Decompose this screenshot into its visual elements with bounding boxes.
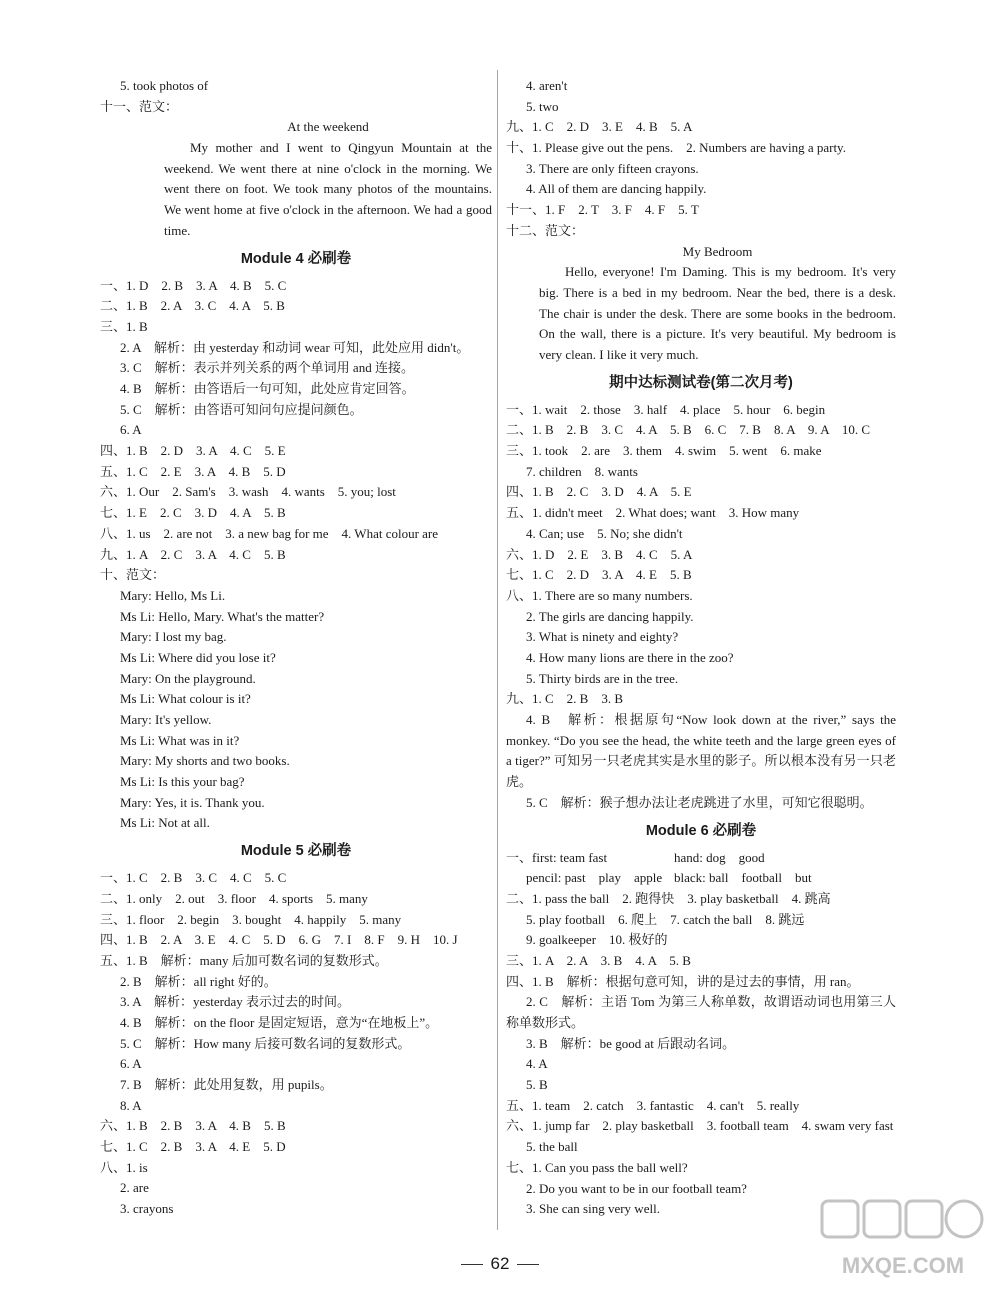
answer-line: 3. crayons	[120, 1201, 174, 1217]
answer-line: 5. the ball	[526, 1139, 578, 1155]
answer-line: 十一、1. F 2. T 3. F 4. F 5. T	[506, 202, 699, 218]
section-label: 十、范文：	[100, 567, 166, 583]
answer-line: 3. A 解析：yesterday 表示过去的时间。	[120, 994, 351, 1010]
answer-line: 七、1. E 2. C 3. D 4. A 5. B	[100, 505, 286, 521]
section-heading: Module 6 必刷卷	[645, 822, 757, 839]
word-group: hand: dog good	[674, 849, 765, 865]
word-sort-row	[506, 848, 896, 869]
answer-line: 五、1. B 解析：many 后加可数名词的复数形式。	[100, 952, 388, 968]
answer-explanation: 4. B 解析：根据原句“Now look down at the river,” says the monkey. “Do you see the head, the white teeth and the large green eyes of a tiger?” 可知另一只老虎其实是水里的影子。所以根本没有另一只老虎。	[506, 712, 896, 790]
word-group: black: ball football but	[674, 870, 812, 886]
dialogue-line: Ms Li: Not at all.	[120, 815, 210, 831]
left-column	[100, 76, 492, 1220]
word-group: 一、first: team fast	[506, 849, 608, 865]
section-heading: Module 4 必刷卷	[240, 250, 352, 267]
dialogue-line: Mary: My shorts and two books.	[120, 753, 290, 769]
dialogue-line: Ms Li: Is this your bag?	[120, 774, 245, 790]
section-label: 十一、范文：	[100, 98, 179, 114]
answer-line: 五、1. didn't meet 2. What does; want 3. How many	[506, 505, 800, 521]
dialogue-line: Ms Li: Where did you lose it?	[120, 649, 276, 665]
dialogue-line: Mary: I lost my bag.	[120, 629, 227, 645]
answer-line: 3. There are only fifteen crayons.	[526, 160, 699, 176]
dialogue-line: Mary: Hello, Ms Li.	[120, 587, 226, 603]
watermark-logo	[818, 1195, 988, 1285]
answer-line: 6. A	[120, 1056, 142, 1072]
page-number-dash	[461, 1264, 483, 1265]
dialogue-line: Mary: Yes, it is. Thank you.	[120, 794, 265, 810]
answer-line: 九、1. C 2. D 3. E 4. B 5. A	[506, 119, 693, 135]
answer-line: 2. B 解析：all right 好的。	[120, 973, 277, 989]
essay-body: My mother and I went to Qingyun Mountain at the weekend. We went there at nine o'clock in the morning. We went there on foot. We took many photos of the mountains. We went home at five o'clock in the afternoon. We had a good time.	[164, 140, 492, 238]
answer-line: 八、1. is	[100, 1159, 148, 1175]
answer-line: 二、1. pass the ball 2. 跑得快 3. play basketball 4. 跳高	[506, 890, 831, 906]
section-label: 十二、范文：	[506, 222, 585, 238]
answer-line: 七、1. C 2. D 3. A 4. E 5. B	[506, 567, 692, 583]
section-heading: Module 5 必刷卷	[240, 843, 352, 860]
answer-line: 3. B 解析：be good at 后跟动名词。	[526, 1035, 736, 1051]
answer-line: 四、1. B 2. C 3. D 4. A 5. E	[506, 484, 692, 500]
answer-line: 4. B 解析：on the floor 是固定短语，意为“在地板上”。	[120, 1014, 439, 1030]
answer-line: 5. C 解析：猴子想办法让老虎跳进了水里，可知它很聪明。	[526, 794, 873, 810]
answer-line: 7. children 8. wants	[526, 463, 638, 479]
answer-line: 4. Can; use 5. No; she didn't	[526, 525, 683, 541]
answer-line: 九、1. C 2. B 3. B	[506, 691, 624, 707]
answer-line: 二、1. B 2. B 3. C 4. A 5. B 6. C 7. B 8. A 9. A 10. C	[506, 422, 871, 438]
answer-line: 3. C 解析：表示并列关系的两个单词用 and 连接。	[120, 360, 414, 376]
answer-line: 六、1. jump far 2. play basketball 3. football team 4. swam very fast	[506, 1118, 894, 1134]
answer-line: 三、1. floor 2. begin 3. bought 4. happily 5. many	[100, 911, 402, 927]
answer-line: 一、1. D 2. B 3. A 4. B 5. C	[100, 277, 287, 293]
answer-line: 2. are	[120, 1180, 149, 1196]
answer-line: 八、1. us 2. are not 3. a new bag for me 4. What colour are	[100, 525, 439, 541]
answer-line: 四、1. B 2. A 3. E 4. C 5. D 6. G 7. I 8. F 9. H 10. J	[100, 932, 458, 948]
answer-explanation: 2. C 解析：主语 Tom 为第三人称单数，故谓语动词也用第三人称单数形式。	[506, 994, 896, 1031]
answer-line: 六、1. Our 2. Sam's 3. wash 4. wants 5. you; lost	[100, 484, 396, 500]
answer-line: 3. What is ninety and eighty?	[526, 629, 679, 645]
word-sort-row	[506, 868, 896, 889]
answer-line: 五、1. team 2. catch 3. fantastic 4. can't 5. really	[506, 1097, 800, 1113]
answer-line: 4. A	[526, 1056, 548, 1072]
page-number-text: 62	[490, 1254, 510, 1273]
essay-title: My Bedroom	[682, 243, 753, 259]
answer-line: 2. A 解析：由 yesterday 和动词 wear 可知，此处应用 didn't。	[120, 339, 470, 355]
column-divider	[497, 70, 498, 1230]
answer-line: 6. A	[120, 422, 142, 438]
essay-body: Hello, everyone! I'm Daming. This is my bedroom. It's very big. There is a bed in my bedroom. Near the bed, there is a desk. The chair is under the desk. There are some books in the bedroom. On the wall, there is a picture. It's very beautiful. My bedroom is very clean. I like it very much.	[539, 264, 896, 362]
answer-line: 三、1. B	[100, 318, 148, 334]
module6-answers	[506, 848, 896, 1220]
answer-line: 5. B	[526, 1077, 548, 1093]
answer-line: 四、1. B 解析：根据句意可知，讲的是过去的事情，用 ran。	[506, 973, 860, 989]
answer-line: 一、1. C 2. B 3. C 4. C 5. C	[100, 870, 287, 886]
section-heading: 期中达标测试卷(第二次月考)	[609, 374, 793, 391]
answer-line: 七、1. C 2. B 3. A 4. E 5. D	[100, 1139, 286, 1155]
answer-line: 4. B 解析：由答语后一句可知，此处应肯定回答。	[120, 381, 415, 397]
module5-answers	[100, 868, 492, 1220]
answer-line: 5. Thirty birds are in the tree.	[526, 670, 679, 686]
answer-line: 六、1. B 2. B 3. A 4. B 5. B	[100, 1118, 286, 1134]
page-number-dash	[517, 1264, 539, 1265]
answer-line: 8. A	[120, 1097, 142, 1113]
answer-line: 5. took photos of	[120, 78, 209, 93]
answer-line: 九、1. A 2. C 3. A 4. C 5. B	[100, 546, 286, 562]
answer-line: 六、1. D 2. E 3. B 4. C 5. A	[506, 546, 693, 562]
answer-line: 十、1. Please give out the pens. 2. Numbers are having a party.	[506, 140, 846, 156]
answer-line: 二、1. only 2. out 3. floor 4. sports 5. many	[100, 890, 368, 906]
answer-line: 3. She can sing very well.	[526, 1201, 660, 1217]
answer-line: 2. Do you want to be in our football team?	[526, 1180, 747, 1196]
essay-title: At the weekend	[287, 119, 369, 135]
answer-line: 5. play football 6. 爬上 7. catch the ball 8. 跳远	[526, 911, 805, 927]
answer-line: 2. The girls are dancing happily.	[526, 608, 694, 624]
watermark-text: MXQE.COM	[841, 1253, 965, 1278]
answer-line: 5. two	[526, 98, 559, 114]
answer-line: 七、1. Can you pass the ball well?	[506, 1159, 688, 1175]
answer-line: 4. How many lions are there in the zoo?	[526, 649, 734, 665]
watermark-icon	[818, 1195, 988, 1285]
answer-line: 5. C 解析：How many 后接可数名词的复数形式。	[120, 1035, 411, 1051]
answer-line: 二、1. B 2. A 3. C 4. A 5. B	[100, 298, 285, 314]
answer-line: 5. C 解析：由答语可知问句应提问颜色。	[120, 401, 363, 417]
answer-line: 4. All of them are dancing happily.	[526, 181, 707, 197]
dialogue-line: Ms Li: What colour is it?	[120, 691, 251, 707]
dialogue-line: Mary: It's yellow.	[120, 712, 212, 728]
word-group: pencil: past play apple	[526, 870, 663, 886]
dialogue-line: Mary: On the playground.	[120, 670, 256, 686]
right-column	[506, 76, 896, 1220]
dialogue-line: Ms Li: Hello, Mary. What's the matter?	[120, 608, 325, 624]
answer-line: 7. B 解析：此处用复数，用 pupils。	[120, 1077, 333, 1093]
answer-line: 四、1. B 2. D 3. A 4. C 5. E	[100, 443, 286, 459]
answer-line: 三、1. A 2. A 3. B 4. A 5. B	[506, 952, 691, 968]
module4-answers	[100, 276, 492, 586]
midterm-answers	[506, 400, 896, 814]
answer-line: 八、1. There are so many numbers.	[506, 587, 693, 603]
answer-line: 一、1. wait 2. those 3. half 4. place 5. hour 6. begin	[506, 401, 826, 417]
dialogue-line: Ms Li: What was in it?	[120, 732, 240, 748]
answer-line: 三、1. took 2. are 3. them 4. swim 5. went 6. make	[506, 443, 822, 459]
answer-line: 4. aren't	[526, 78, 568, 93]
dialogue	[100, 586, 492, 834]
answer-line: 9. goalkeeper 10. 极好的	[526, 932, 668, 948]
answer-line: 五、1. C 2. E 3. A 4. B 5. D	[100, 463, 286, 479]
